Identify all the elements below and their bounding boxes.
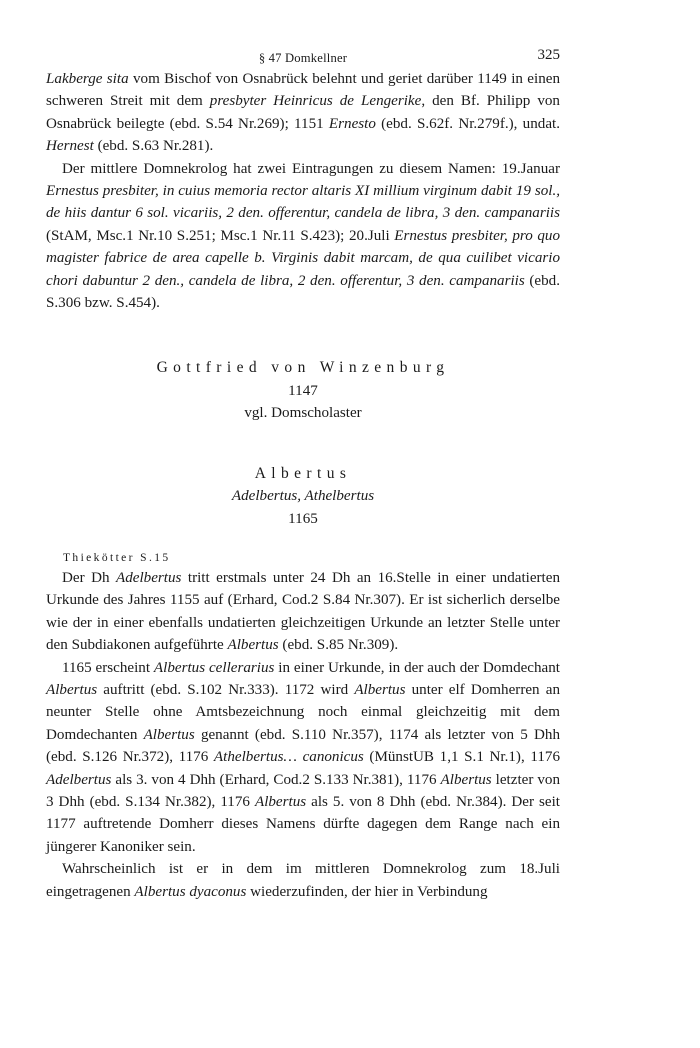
- body-paragraph-3: Wahrscheinlich ist er in dem im mittleren Domnekrolog zum 18.Juli eingetragenen Albertus dyaconus wiederzufinden, der hier in Verbindung: [46, 861, 560, 900]
- body-paragraph-2: 1165 erscheint Albertus cellerarius in einer Urkunde, in der auch der Domdechant Albertus auftritt (ebd. S.102 Nr.333). 1172 wird Albertus unter elf Domherren an neunter Stelle ohne Amtsbezeichnung noch einmal gleichzeitig mit dem Domdechanten Albertus genannt (ebd. S.110 Nr.357), 1174 als letzter von 5 Dhh (ebd. S.126 Nr.372), 1176 Athelbertus… canonicus (MünstUB 1,1 S.1 Nr.1), 1176 Adelbertus als 3. von 4 Dhh (Erhard, Cod.2 S.133 Nr.381), 1176 Albertus letzter von 3 Dhh (ebd. S.134 Nr.382), 1176 Albertus als 5. von 8 Dhh (ebd. Nr.384). Der seit 1177 auftretende Domherr dieses Namens dürfte dagegen dem Range nach ein jüngerer Kanoniker sein.: [46, 659, 560, 855]
- intro-paragraph-2: Der mittlere Domnekrolog hat zwei Eintragungen zu diesem Namen: 19.Januar Ernestus presbiter, in cuius memoria rector altaris XI millium virginum dabit 19 sol., de hiis dantur 6 sol. vicariis, 2 den. offerentur, candela de libra, 3 den. campanariis (StAM, Msc.1 Nr.10 S.251; Msc.1 Nr.11 S.423); 20.Juli Ernestus presbiter, pro quo magister fabrice de area capelle b. Virginis dabit marcam, de qua cuilibet vicario chori dabuntur 2 den., candela de libra, 2 den. offerentur, 3 den. campanariis (ebd. S.306 bzw. S.454).: [46, 160, 560, 312]
- entry-name: Gottfried von Winzenburg: [156, 359, 450, 377]
- page-number: 325: [537, 47, 560, 63]
- entry-gottfried: [46, 357, 560, 424]
- intro-paragraph-1: Lakberge sita vom Bischof von Osnabrück belehnt und geriet darüber 1149 in einen schweren Streit mit dem presbyter Heinricus de Lengerike, den Bf. Philipp von Osnabrück beilegte (ebd. S.54 Nr.269); 1151 Ernesto (ebd. S.62f. Nr.279f.), undat. Hernest (ebd. S.63 Nr.281).: [46, 71, 560, 155]
- running-header: [46, 44, 560, 68]
- section-title: § 47 Domkellner: [258, 51, 348, 65]
- entry-name: Albertus: [254, 464, 352, 482]
- entry-year: 1147: [288, 382, 318, 399]
- source-reference: Thiekötter S.15: [63, 551, 171, 564]
- entry-note: vgl. Domscholaster: [244, 405, 362, 422]
- body-paragraph-1: Der Dh Adelbertus tritt erstmals unter 24 Dh an 16.Stelle in einer undatierten Urkunde des Jahres 1155 auf (Erhard, Cod.2 S.84 Nr.307). Er ist sicherlich derselbe wie der in einer ebenfalls undatierten gleichzeitigen Urkunde an letzter Stelle unter den Subdiakonen aufgeführte Albertus (ebd. S.85 Nr.309).: [46, 569, 560, 654]
- entry-albertus: [46, 463, 560, 530]
- entry-year: 1165: [288, 510, 318, 527]
- book-page: [46, 44, 560, 903]
- entry-variants: Adelbertus, Athelbertus: [231, 488, 375, 505]
